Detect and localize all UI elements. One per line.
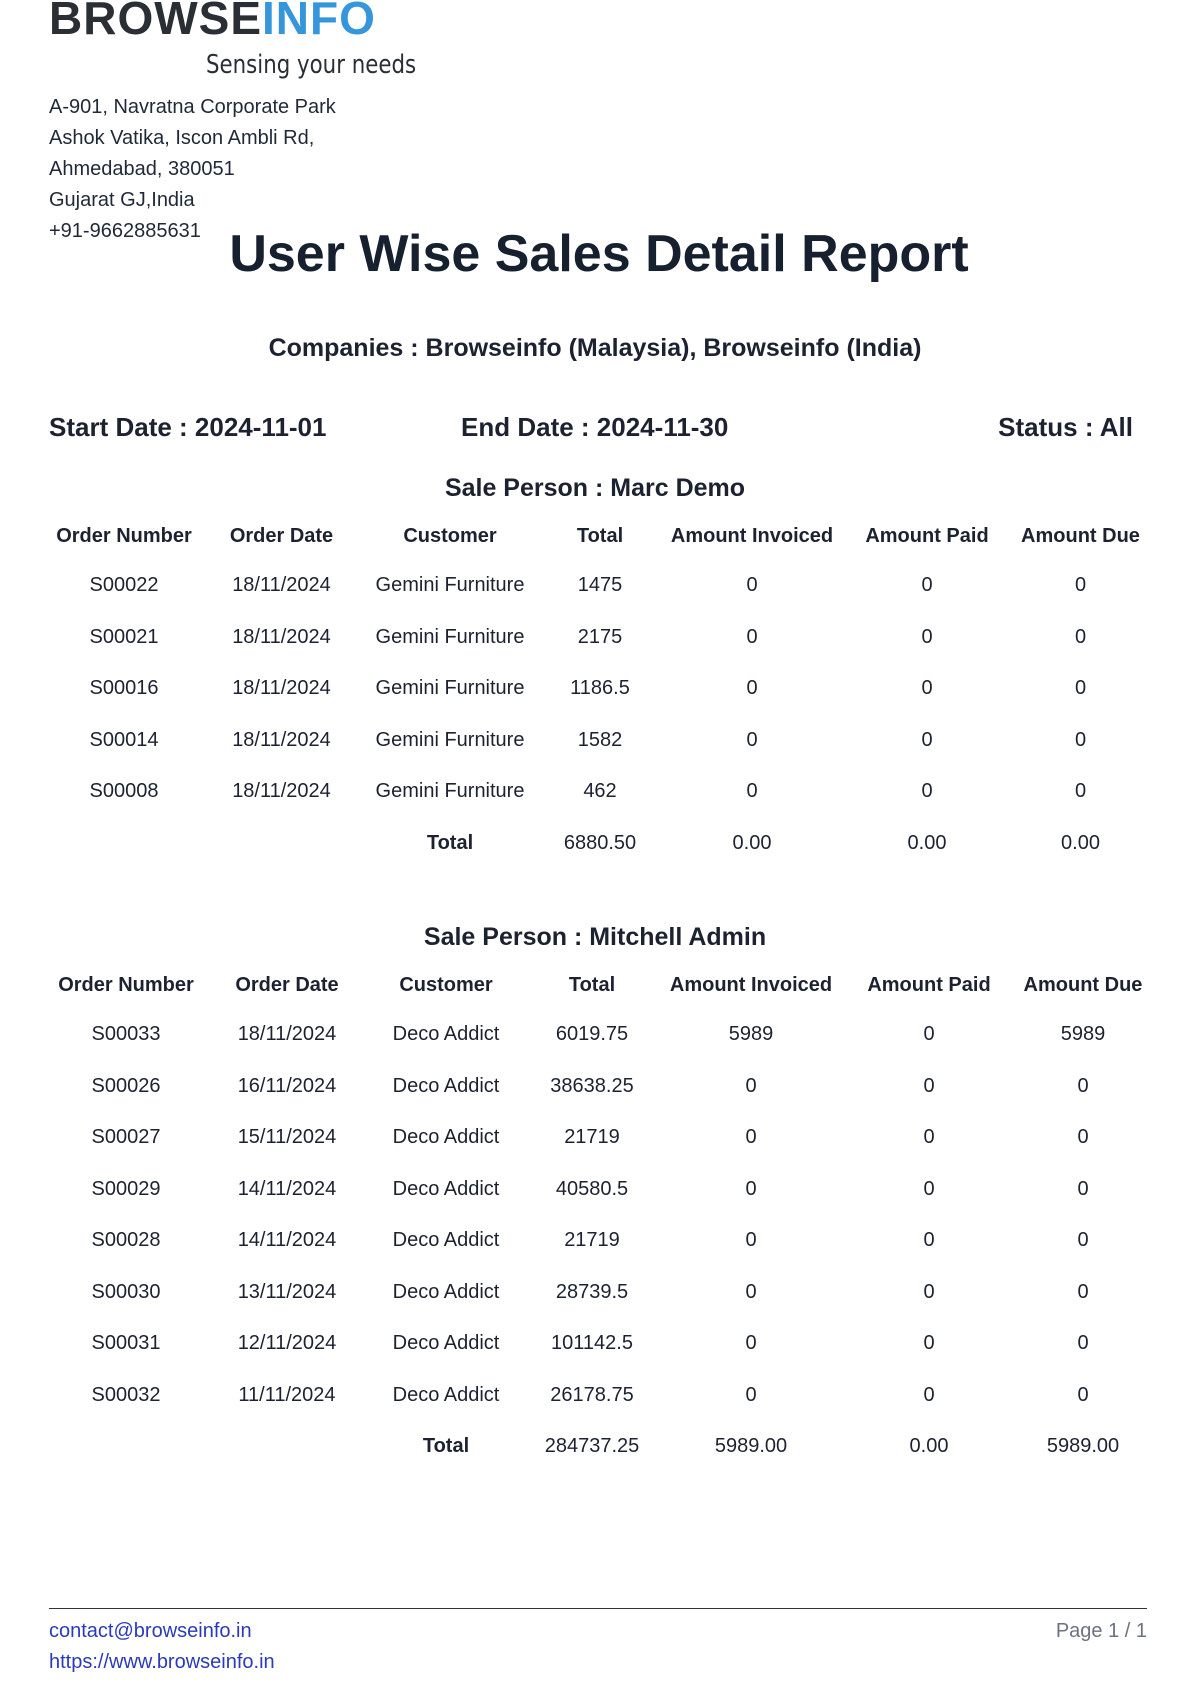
amount-invoiced-cell: 0: [746, 728, 758, 751]
amount-invoiced-cell: 0: [745, 1229, 757, 1252]
col-amount-invoiced: Amount Invoiced: [670, 524, 834, 547]
amount-invoiced-cell: 0: [745, 1383, 757, 1406]
table-row: [49, 1318, 1147, 1370]
total-cell: 6019.75: [555, 1023, 629, 1046]
table-row: [49, 715, 1147, 767]
footer-email-link[interactable]: contact@browseinfo.in: [49, 1620, 252, 1642]
col-total: Total: [576, 524, 624, 547]
amount-due-cell: 0: [1074, 677, 1087, 700]
order-date-cell: 18/11/2024: [232, 780, 331, 803]
logo-word-part1: BROWSE: [49, 0, 262, 44]
address-line: Ashok Vatika, Iscon Ambli Rd,: [49, 127, 315, 149]
amount-due-cell: 0: [1077, 1332, 1089, 1355]
amount-due-cell: 0: [1077, 1280, 1089, 1303]
amount-invoiced-cell: 0: [745, 1332, 757, 1355]
col-total: Total: [568, 973, 616, 996]
order-number-cell: S00016: [89, 677, 159, 700]
start-date: Start Date : 2024-11-01: [49, 412, 327, 442]
col-customer: Customer: [403, 524, 497, 547]
company-logo: [49, 0, 417, 82]
companies-line: Companies : Browseinfo (Malaysia), Browseinfo (India): [268, 334, 922, 362]
amount-paid-cell: 0: [923, 1177, 935, 1200]
amount-invoiced-cell: 0: [745, 1177, 757, 1200]
total-cell: 1475: [577, 574, 623, 597]
amount-due-cell: 0: [1077, 1126, 1089, 1149]
order-date-cell: 14/11/2024: [237, 1177, 337, 1200]
amount-invoiced-cell: 5989: [728, 1023, 774, 1046]
order-number-cell: S00021: [89, 625, 159, 648]
order-date-cell: 18/11/2024: [237, 1023, 337, 1046]
logo-wordmark: [49, 0, 376, 46]
amount-paid-cell: 0: [923, 1383, 935, 1406]
table-row: [49, 1370, 1147, 1422]
order-number-cell: S00008: [89, 780, 159, 803]
amount-invoiced-cell: 0: [746, 625, 758, 648]
amount-due-cell: 0: [1077, 1074, 1089, 1097]
table-row: [49, 766, 1147, 818]
total-cell: 1582: [577, 728, 623, 751]
total-cell: 38638.25: [550, 1074, 634, 1097]
total-due: 0.00: [1061, 831, 1100, 854]
customer-cell: Deco Addict: [392, 1229, 500, 1252]
amount-paid-cell: 0: [921, 780, 933, 803]
phone-number: +91-9662885631: [49, 220, 201, 242]
order-number-cell: S00030: [91, 1280, 161, 1303]
total-label: Total: [422, 1435, 470, 1458]
total-row: [49, 1421, 1147, 1473]
total-row: [49, 818, 1147, 870]
amount-due-cell: 0: [1074, 728, 1087, 751]
col-amount-paid: Amount Paid: [867, 973, 991, 996]
total-due: 5989.00: [1046, 1435, 1120, 1458]
total-spacer: [203, 1421, 371, 1473]
amount-due-cell: 0: [1077, 1229, 1089, 1252]
customer-cell: Deco Addict: [392, 1280, 500, 1303]
total-cell: 462: [583, 780, 617, 803]
report-title: User Wise Sales Detail Report: [229, 225, 969, 283]
address-line: Gujarat GJ,India: [49, 189, 195, 211]
col-order-date: Order Date: [235, 973, 339, 996]
table-row: [49, 663, 1147, 715]
total-cell: 26178.75: [550, 1383, 634, 1406]
sales-table: [49, 512, 1147, 869]
amount-due-cell: 5989: [1060, 1023, 1106, 1046]
amount-paid-cell: 0: [923, 1074, 935, 1097]
status-filter: Status : All: [998, 412, 1133, 442]
total-cell: 2175: [577, 625, 623, 648]
order-date-cell: 18/11/2024: [232, 677, 331, 700]
end-date: End Date : 2024-11-30: [461, 412, 729, 442]
table-header-row: [49, 512, 1147, 560]
total-cell: 1186.5: [570, 677, 630, 700]
table-row: [49, 612, 1147, 664]
amount-invoiced-cell: 0: [746, 677, 758, 700]
total-paid: 0.00: [909, 1435, 949, 1458]
table-row: [49, 1112, 1147, 1164]
order-number-cell: S00029: [91, 1177, 161, 1200]
total-amount: 6880.50: [563, 831, 637, 854]
customer-cell: Deco Addict: [392, 1126, 500, 1149]
amount-due-cell: 0: [1074, 574, 1087, 597]
col-customer: Customer: [399, 973, 493, 996]
customer-cell: Deco Addict: [392, 1332, 500, 1355]
total-cell: 21719: [564, 1126, 620, 1149]
order-number-cell: S00031: [91, 1332, 161, 1355]
customer-cell: Gemini Furniture: [375, 728, 525, 751]
col-order-date: Order Date: [229, 524, 334, 547]
footer-divider: [49, 1608, 1147, 1609]
amount-paid-cell: 0: [923, 1332, 935, 1355]
amount-due-cell: 0: [1074, 780, 1087, 803]
order-date-cell: 11/11/2024: [238, 1383, 336, 1406]
customer-cell: Deco Addict: [392, 1177, 500, 1200]
total-amount: 284737.25: [544, 1435, 640, 1458]
col-amount-due: Amount Due: [1023, 973, 1143, 996]
customer-cell: Gemini Furniture: [375, 625, 525, 648]
order-date-cell: 18/11/2024: [232, 728, 331, 751]
amount-paid-cell: 0: [921, 574, 933, 597]
table-header-row: [49, 961, 1147, 1009]
address-line: Ahmedabad, 380051: [49, 158, 235, 180]
total-invoiced: 0.00: [732, 831, 772, 854]
order-date-cell: 18/11/2024: [232, 574, 331, 597]
total-spacer: [199, 818, 364, 870]
customer-cell: Gemini Furniture: [375, 677, 525, 700]
col-amount-due: Amount Due: [1021, 524, 1140, 547]
order-number-cell: S00026: [91, 1074, 161, 1097]
customer-cell: Gemini Furniture: [375, 574, 525, 597]
order-date-cell: 18/11/2024: [232, 625, 331, 648]
table-row: [49, 1061, 1147, 1113]
amount-invoiced-cell: 0: [745, 1126, 757, 1149]
page-number: Page 1 / 1: [1055, 1620, 1147, 1642]
sale-person-heading: Sale Person : Marc Demo: [444, 474, 746, 502]
amount-due-cell: 0: [1074, 625, 1087, 648]
col-order-number: Order Number: [56, 524, 192, 547]
amount-paid-cell: 0: [923, 1023, 935, 1046]
customer-cell: Gemini Furniture: [375, 780, 525, 803]
amount-invoiced-cell: 0: [746, 780, 758, 803]
amount-paid-cell: 0: [921, 677, 933, 700]
col-order-number: Order Number: [58, 973, 194, 996]
sales-table: [49, 961, 1147, 1473]
amount-due-cell: 0: [1077, 1383, 1089, 1406]
logo-tagline: Sensing your needs: [206, 50, 417, 80]
order-number-cell: S00033: [91, 1023, 161, 1046]
table-row: [49, 1215, 1147, 1267]
order-date-cell: 13/11/2024: [237, 1280, 337, 1303]
order-number-cell: S00014: [89, 728, 159, 751]
order-date-cell: 12/11/2024: [237, 1332, 337, 1355]
order-date-cell: 16/11/2024: [237, 1074, 337, 1097]
amount-paid-cell: 0: [921, 625, 933, 648]
address-line: A-901, Navratna Corporate Park: [49, 96, 336, 118]
table-body: [49, 1009, 1147, 1473]
table-body: [49, 560, 1147, 869]
total-cell: 21719: [564, 1229, 620, 1252]
order-number-cell: S00027: [91, 1126, 161, 1149]
order-date-cell: 15/11/2024: [237, 1126, 337, 1149]
table-row: [49, 1009, 1147, 1061]
customer-cell: Deco Addict: [392, 1383, 500, 1406]
amount-due-cell: 0: [1077, 1177, 1089, 1200]
amount-invoiced-cell: 0: [746, 574, 758, 597]
amount-paid-cell: 0: [921, 728, 933, 751]
total-cell: 28739.5: [555, 1280, 629, 1303]
footer-website-link[interactable]: https://www.browseinfo.in: [49, 1651, 275, 1673]
customer-cell: Deco Addict: [392, 1074, 500, 1097]
amount-invoiced-cell: 0: [745, 1280, 757, 1303]
total-cell: 40580.5: [555, 1177, 629, 1200]
order-date-cell: 14/11/2024: [237, 1229, 337, 1252]
total-cell: 101142.5: [551, 1332, 633, 1355]
sale-person-heading: Sale Person : Mitchell Admin: [423, 923, 767, 951]
order-number-cell: S00028: [91, 1229, 161, 1252]
total-spacer: [49, 1421, 203, 1473]
total-paid: 0.00: [907, 831, 947, 854]
logo-word-part2: INFO: [262, 0, 376, 44]
table-row: [49, 560, 1147, 612]
table-row: [49, 1164, 1147, 1216]
col-amount-invoiced: Amount Invoiced: [669, 973, 833, 996]
amount-invoiced-cell: 0: [745, 1074, 757, 1097]
total-invoiced: 5989.00: [714, 1435, 788, 1458]
col-amount-paid: Amount Paid: [865, 524, 989, 547]
total-label: Total: [426, 831, 474, 854]
amount-paid-cell: 0: [923, 1280, 935, 1303]
amount-paid-cell: 0: [923, 1229, 935, 1252]
amount-paid-cell: 0: [923, 1126, 935, 1149]
order-number-cell: S00022: [89, 574, 159, 597]
customer-cell: Deco Addict: [392, 1023, 500, 1046]
table-row: [49, 1267, 1147, 1319]
total-spacer: [49, 818, 199, 870]
order-number-cell: S00032: [91, 1383, 161, 1406]
